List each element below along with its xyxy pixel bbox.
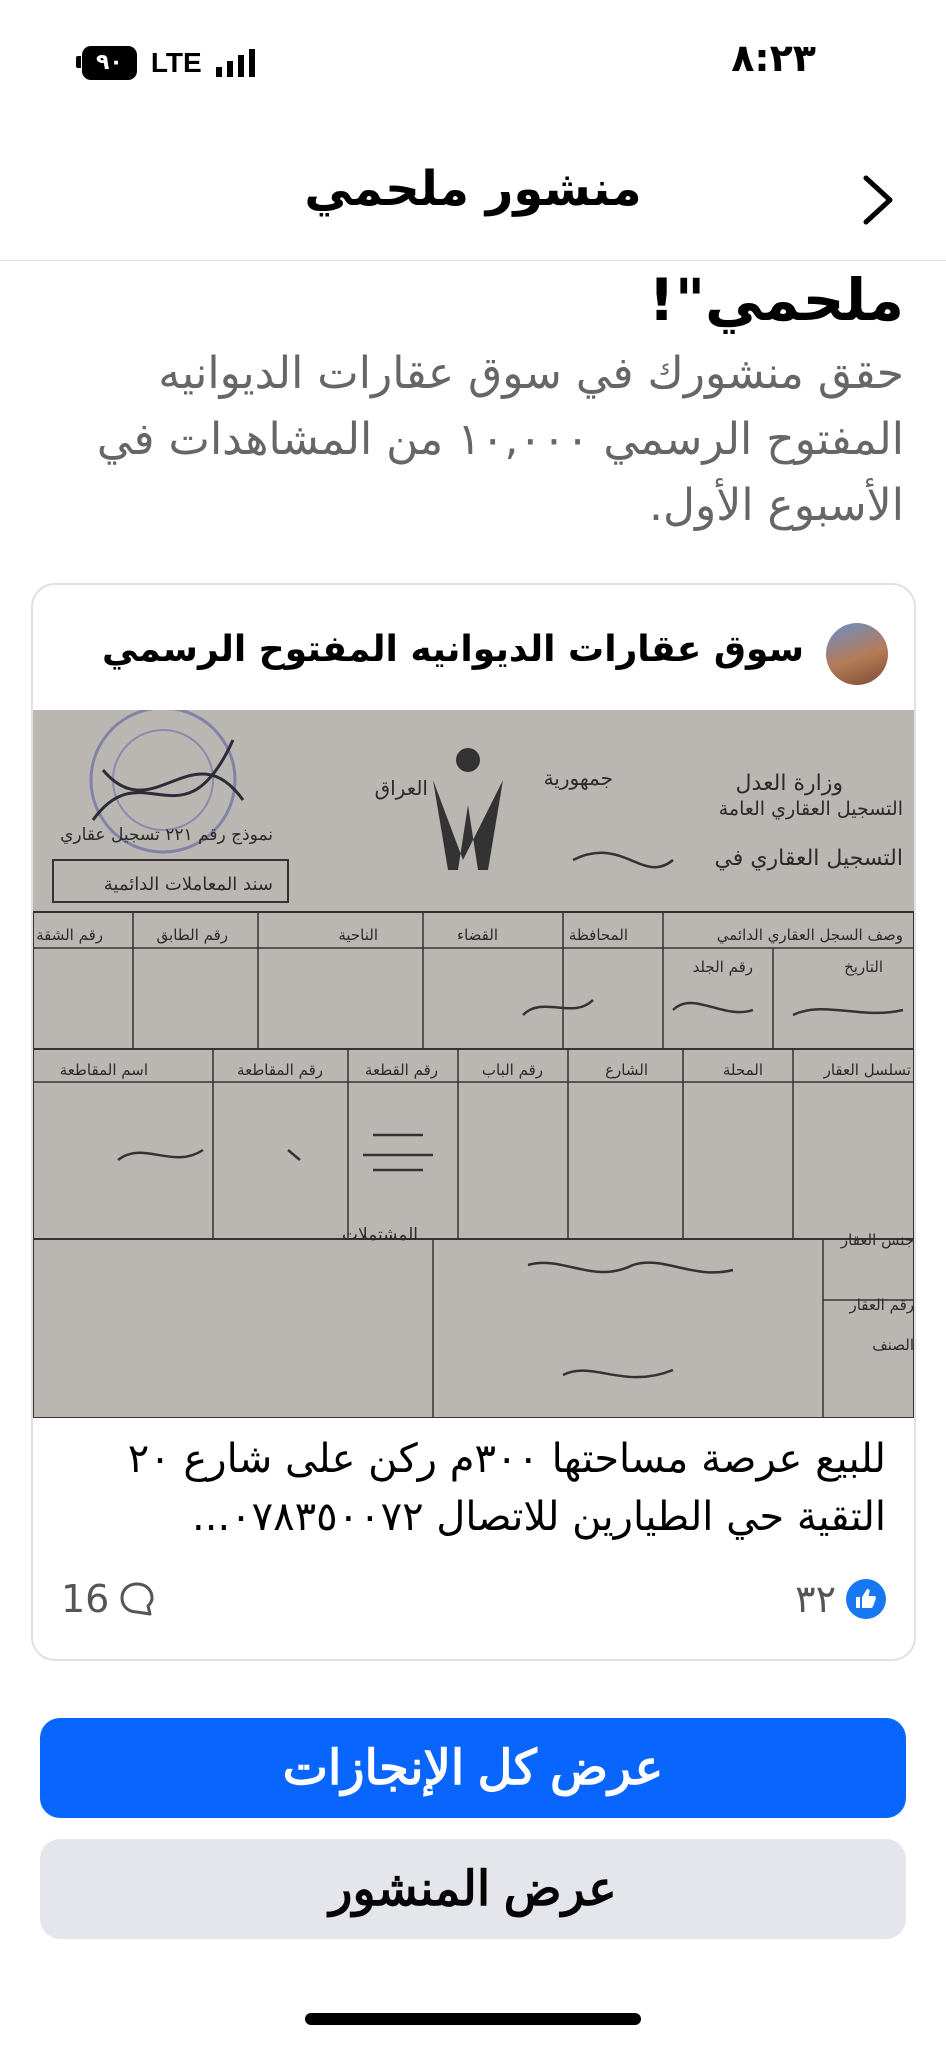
doc-department: التسجيل العقاري العامة — [718, 798, 903, 820]
post-text[interactable]: للبيع عرصة مساحتها ٣٠٠م ركن على شارع ٢٠ التقية حي الطيارين للاتصال ٠٧٨٣٥٠٠٧٢... — [127, 1436, 886, 1540]
achievement-body: حقق منشورك في سوق عقارات الديوانيه المفتوح الرسمي ١٠,٠٠٠ من المشاهدات في الأسبوع الأول. — [96, 348, 904, 531]
status-bar — [0, 0, 946, 120]
comment-icon — [117, 1579, 157, 1619]
post-header — [33, 585, 914, 710]
comment-count: 16 — [61, 1577, 110, 1621]
chevron-right-icon — [854, 170, 904, 230]
doc-col-district: الناحية — [338, 926, 378, 944]
clock: ٨:٢٣ — [731, 36, 816, 80]
page-name[interactable]: سوق عقارات الديوانيه المفتوح الرسمي — [102, 629, 804, 670]
status-indicators — [82, 46, 255, 80]
doc-col-muqataa-no: رقم المقاطعة — [237, 1061, 323, 1079]
page-title: منشور ملحمي — [304, 161, 642, 217]
doc-property-type: جنس العقار — [840, 1231, 914, 1249]
doc-office: التسجيل العقاري في — [714, 846, 903, 871]
doc-country-2: العراق — [374, 776, 428, 800]
doc-col-qada: القضاء — [457, 926, 498, 944]
home-indicator[interactable] — [305, 2013, 641, 2025]
doc-col-province: المحافظة — [568, 926, 628, 944]
network-type: LTE — [150, 47, 202, 78]
post-card[interactable] — [31, 583, 916, 1661]
nav-header — [0, 125, 946, 261]
battery-icon: ٩٠ — [82, 46, 137, 80]
achievement-description — [40, 265, 904, 539]
view-all-achievements-button[interactable]: عرض كل الإنجازات — [40, 1718, 906, 1818]
post-engagement — [33, 1571, 914, 1631]
like-count: ٣٢ — [795, 1577, 836, 1621]
doc-col-plot-no: رقم القطعة — [364, 1061, 438, 1079]
doc-form-number: نموذج رقم ٢٢١ تسجيل عقاري — [60, 825, 273, 845]
doc-contents: المشتملات — [341, 1225, 418, 1245]
doc-col-muqataa-name: اسم المقاطعة — [59, 1061, 148, 1079]
doc-deed-title: سند المعاملات الدائمية — [103, 874, 273, 895]
doc-col-volume: رقم الجلد — [692, 958, 753, 976]
doc-col-floor: رقم الطابق — [156, 926, 228, 944]
doc-col-mahalla: المحلة — [722, 1061, 763, 1079]
likes[interactable] — [795, 1577, 886, 1621]
view-post-button[interactable]: عرض المنشور — [40, 1839, 906, 1939]
comments[interactable] — [61, 1577, 157, 1621]
doc-col-door-no: رقم الباب — [481, 1061, 543, 1079]
doc-category: الصنف — [872, 1336, 914, 1354]
doc-register-desc: وصف السجل العقاري الدائمي — [716, 926, 903, 944]
doc-property-no: رقم العقار — [849, 1296, 914, 1314]
doc-col-date: التاريخ — [844, 958, 883, 976]
property-deed-image — [33, 710, 914, 1418]
doc-ministry: وزارة العدل — [735, 771, 843, 796]
doc-col-street: الشارع — [605, 1061, 648, 1079]
achievement-title: ملحمي"! — [648, 266, 904, 334]
doc-country-1: جمهورية — [543, 766, 613, 790]
page-avatar[interactable] — [826, 623, 888, 685]
doc-col-seq: تسلسل العقار — [823, 1061, 911, 1079]
post-image[interactable] — [33, 710, 914, 1418]
signal-icon — [216, 49, 255, 77]
doc-col-apartment: رقم الشقة — [36, 926, 103, 944]
like-icon — [846, 1579, 886, 1619]
back-button[interactable] — [854, 170, 904, 230]
